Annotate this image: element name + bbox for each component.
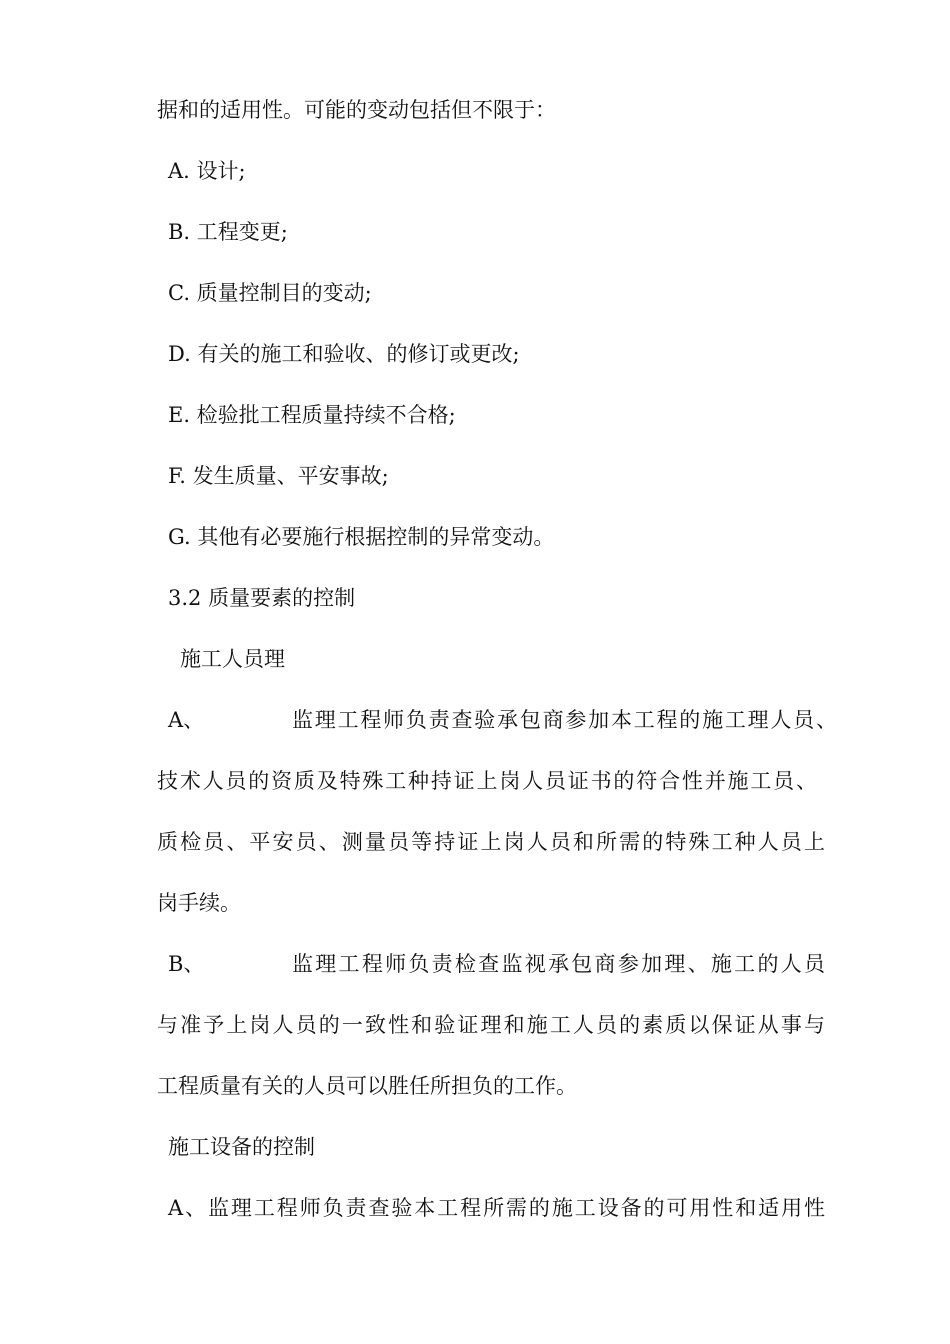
list-item-g: G. 其他有必要施行根据控制的异常变动。: [168, 525, 555, 549]
list-item-e: E. 检验批工程质量持续不合格;: [168, 403, 456, 427]
list-item-c: C. 质量控制目的变动;: [168, 281, 372, 305]
subsection-heading-equipment: 施工设备的控制: [168, 1135, 315, 1159]
section-heading: 3.2 质量要素的控制: [168, 586, 356, 610]
list-item-d: D. 有关的施工和验收、的修订或更改;: [168, 342, 520, 366]
list-item-a: A. 设计;: [168, 159, 246, 183]
paragraph-marker-b: B、: [168, 952, 205, 976]
subsection-heading-personnel: 施工人员理: [180, 647, 285, 671]
paragraph-b-line-1: 监理工程师负责检查监视承包商参加理、施工的人员: [292, 952, 825, 976]
paragraph-a-line-2: 技术人员的资质及特殊工种持证上岗人员证书的符合性并施工员、: [157, 769, 817, 793]
text-line-intro: 据和的适用性。可能的变动包括但不限于：: [157, 98, 556, 122]
paragraph-b-line-3: 工程质量有关的人员可以胜任所担负的工作。: [157, 1074, 577, 1098]
list-item-f: F. 发生质量、平安事故;: [168, 464, 389, 488]
paragraph-a-line-3: 质检员、平安员、测量员等持证上岗人员和所需的特殊工种人员上: [157, 830, 825, 854]
list-item-b: B. 工程变更;: [168, 220, 288, 244]
paragraph-b-line-2: 与准予上岗人员的一致性和验证理和施工人员的素质以保证从事与: [157, 1013, 825, 1037]
paragraph-a-line-4: 岗手续。: [157, 891, 241, 915]
paragraph-marker-a: A、: [168, 708, 205, 732]
paragraph-equipment-line-1: A、监理工程师负责查验本工程所需的施工设备的可用性和适用性: [168, 1196, 825, 1220]
paragraph-a-line-1: 监理工程师负责查验承包商参加本工程的施工理人员、: [292, 708, 837, 732]
